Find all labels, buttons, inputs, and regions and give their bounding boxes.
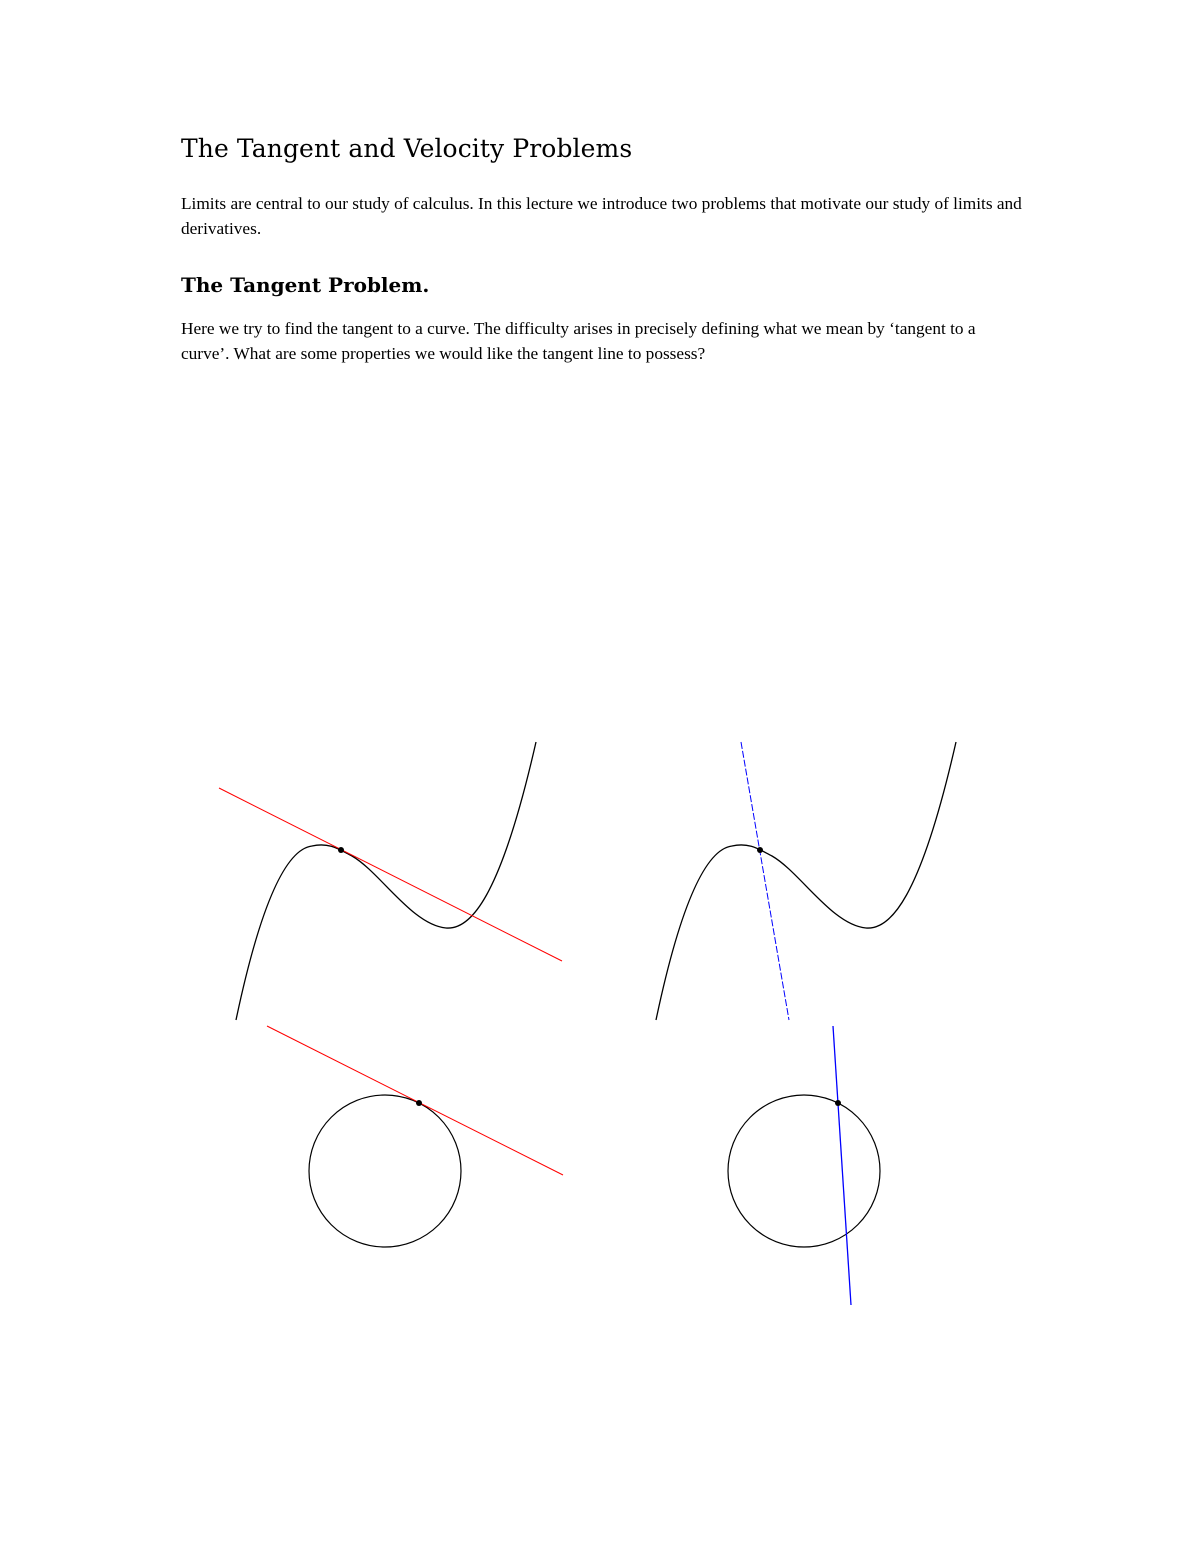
section-paragraph: Here we try to find the tangent to a curve. The difficulty arises in precisely defining what we mean by ‘tangent to a curve’. What are some properties we would like the tangent line to possess? — [181, 319, 976, 363]
panel-cubic-tangent — [219, 742, 562, 1020]
touch-point — [757, 847, 763, 853]
page-title: The Tangent and Velocity Problems — [181, 134, 633, 163]
panel-circle-tangent — [267, 1026, 563, 1247]
circle-curve — [309, 1095, 461, 1247]
crossing-line — [741, 742, 789, 1020]
touch-point — [835, 1100, 841, 1106]
cubic-curve — [656, 742, 956, 1020]
section-heading: The Tangent Problem. — [181, 273, 430, 297]
panel-circle-crossing — [728, 1026, 880, 1305]
panel-cubic-crossing — [656, 742, 956, 1020]
intro-paragraph: Limits are central to our study of calculus. In this lecture we introduce two problems that motivate our study of limits and derivatives. — [181, 194, 1022, 238]
tangent-point — [338, 847, 344, 853]
tangent-line — [219, 788, 562, 961]
circle-curve — [728, 1095, 880, 1247]
crossing-line — [833, 1026, 851, 1305]
cubic-curve — [236, 742, 536, 1020]
tangent-point — [416, 1100, 422, 1106]
